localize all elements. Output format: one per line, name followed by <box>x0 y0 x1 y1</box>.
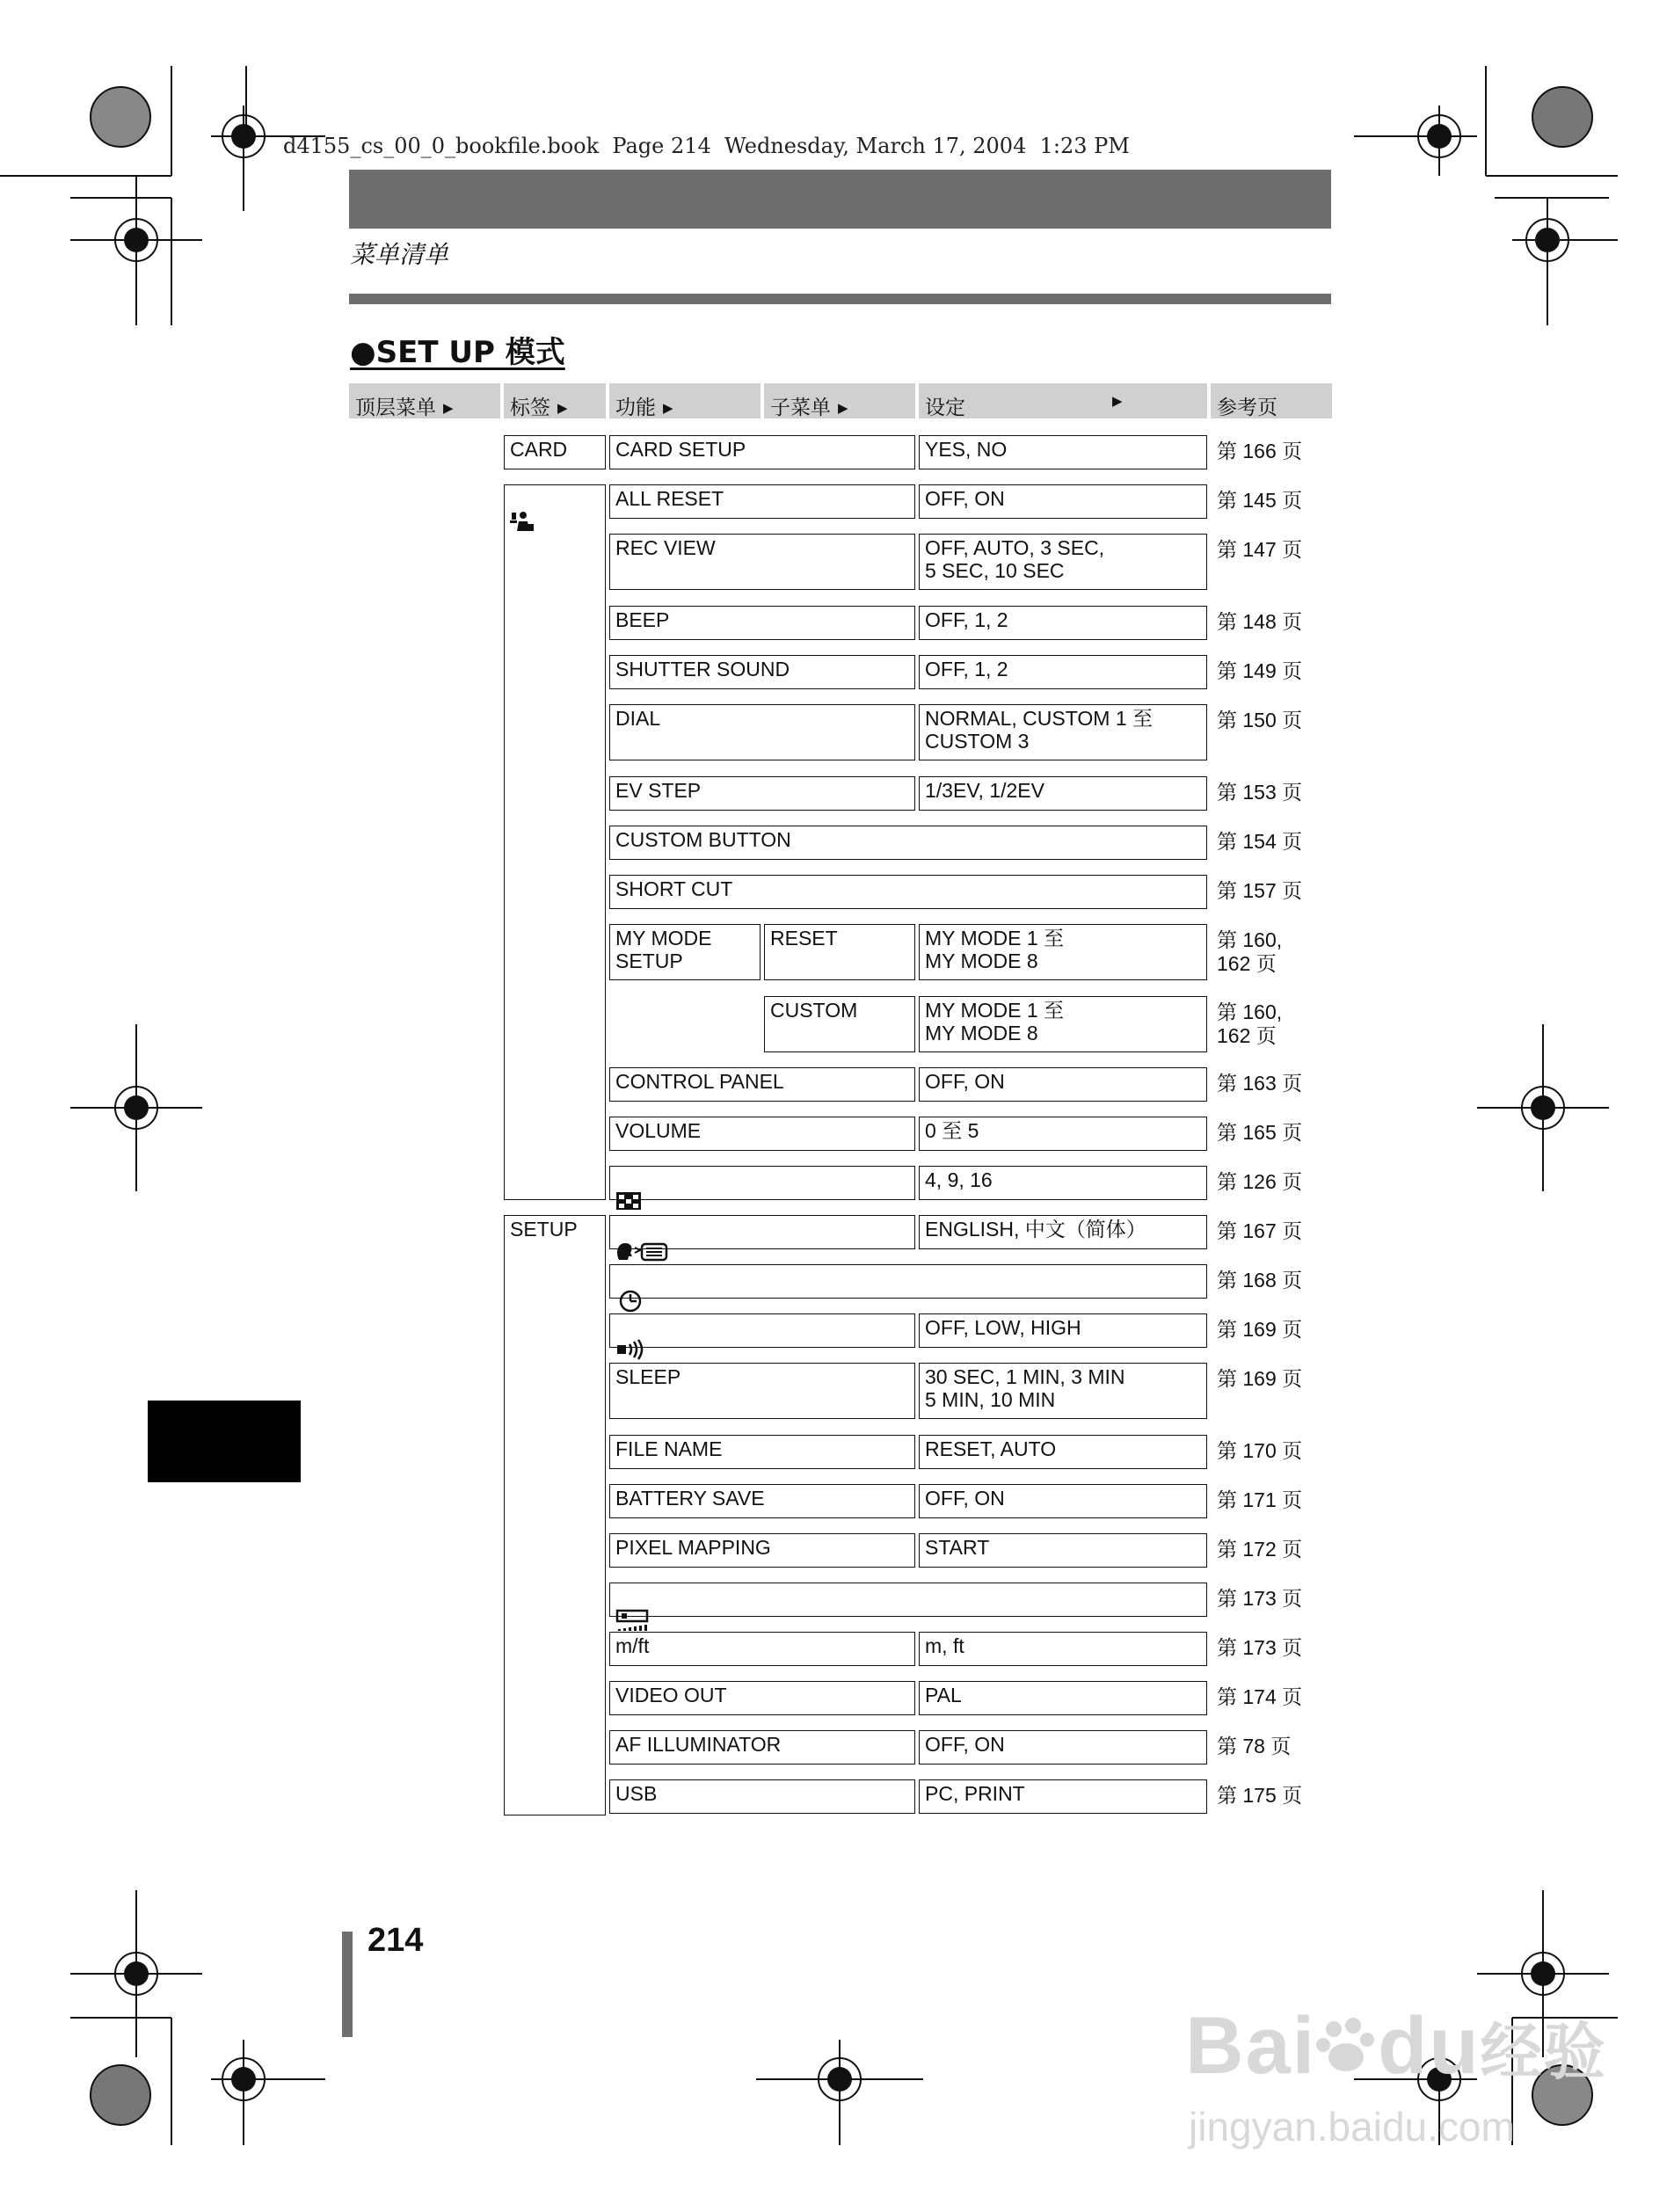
ref-page: 第 169 页 <box>1217 1318 1303 1341</box>
ref-page: 第 145 页 <box>1217 489 1303 512</box>
ref-page: 第 154 页 <box>1217 830 1303 853</box>
function-volume: VOLUME <box>609 1117 915 1151</box>
function-control-panel: CONTROL PANEL <box>609 1067 915 1102</box>
setting-volume: 0 至 5 <box>919 1117 1207 1151</box>
setting-dial: NORMAL, CUSTOM 1 至 CUSTOM 3 <box>919 704 1207 760</box>
triangle-right-icon: ▶ <box>838 400 848 416</box>
setting-pixel-mapping: START <box>919 1533 1207 1568</box>
submenu-custom: CUSTOM <box>764 996 915 1052</box>
triangle-right-icon: ▶ <box>557 400 568 416</box>
setting-language: ENGLISH, 中文（简体） <box>919 1215 1207 1249</box>
ref-page: 第 171 页 <box>1217 1488 1303 1511</box>
setting-all-reset: OFF, ON <box>919 484 1207 519</box>
ref-page: 第 168 页 <box>1217 1269 1303 1292</box>
function-short-cut: SHORT CUT <box>609 875 1207 909</box>
ref-page: 第 169 页 <box>1217 1367 1303 1390</box>
ref-page: 第 173 页 <box>1217 1636 1303 1659</box>
setting-speaker: OFF, LOW, HIGH <box>919 1313 1207 1348</box>
setting-ev-step: 1/3EV, 1/2EV <box>919 776 1207 811</box>
tab-camera-settings <box>504 484 606 1200</box>
watermark-url: jingyan.baidu.com <box>1189 2104 1515 2150</box>
setting-my-mode-reset: MY MODE 1 至 MY MODE 8 <box>919 924 1207 980</box>
function-usb: USB <box>609 1779 915 1814</box>
ref-page: 第 174 页 <box>1217 1685 1303 1708</box>
watermark-text: du <box>1378 2001 1481 2091</box>
header-band <box>349 170 1331 229</box>
camera-settings-icon <box>510 510 535 533</box>
page-number: 214 <box>368 1922 424 1959</box>
ref-page: 第 160, 162 页 <box>1217 928 1283 975</box>
function-all-reset: ALL RESET <box>609 484 915 519</box>
monitor-brightness-icon <box>615 1608 651 1633</box>
setting-usb: PC, PRINT <box>919 1779 1207 1814</box>
setting-beep: OFF, 1, 2 <box>919 606 1207 640</box>
setting-my-mode-custom: MY MODE 1 至 MY MODE 8 <box>919 996 1207 1052</box>
setting-af-illuminator: OFF, ON <box>919 1730 1207 1765</box>
print-job-header: d4155_cs_00_0_bookfile.book Page 214 Wednesday, March 17, 2004 1:23 PM <box>283 134 1130 158</box>
setting-control-panel: OFF, ON <box>919 1067 1207 1102</box>
submenu-reset: RESET <box>764 924 915 980</box>
col-top-menu-label: 顶层菜单 <box>355 397 436 419</box>
triangle-right-icon: ▶ <box>443 400 454 416</box>
page-number-bar <box>342 1932 353 2037</box>
ref-page: 第 163 页 <box>1217 1072 1303 1095</box>
paw-icon <box>1316 2017 1378 2078</box>
language-icon <box>615 1241 670 1263</box>
watermark-logo <box>1185 2000 1607 2092</box>
ref-page: 第 173 页 <box>1217 1587 1303 1610</box>
function-clock <box>609 1264 1207 1299</box>
function-speaker <box>609 1313 915 1348</box>
ref-page: 第 172 页 <box>1217 1538 1303 1561</box>
ref-page: 第 165 页 <box>1217 1121 1303 1144</box>
section-label: 菜单清单 <box>350 240 449 269</box>
function-language <box>609 1215 915 1249</box>
function-custom-button: CUSTOM BUTTON <box>609 826 1207 860</box>
ref-page: 第 166 页 <box>1217 440 1303 462</box>
function-ev-step: EV STEP <box>609 776 915 811</box>
function-unit: m/ft <box>609 1632 915 1666</box>
col-setting <box>919 383 1207 418</box>
function-af-illuminator: AF ILLUMINATOR <box>609 1730 915 1765</box>
col-ref-page: 参考页 <box>1211 383 1332 418</box>
function-file-name: FILE NAME <box>609 1435 915 1469</box>
watermark-text: 经验 <box>1480 2018 1607 2086</box>
function-beep: BEEP <box>609 606 915 640</box>
chapter-tab-marker <box>148 1401 301 1482</box>
clock-icon <box>615 1290 647 1313</box>
col-setting-label: 设定 <box>925 397 965 419</box>
ref-page: 第 157 页 <box>1217 879 1303 902</box>
ref-page: 第 160, 162 页 <box>1217 1000 1283 1047</box>
tab-setup: SETUP <box>504 1215 606 1815</box>
triangle-right-icon: ▶ <box>663 400 673 416</box>
setting-unit: m, ft <box>919 1632 1207 1666</box>
col-function-label: 功能 <box>615 397 656 419</box>
function-rec-view: REC VIEW <box>609 534 915 590</box>
col-tab <box>504 383 606 418</box>
ref-page: 第 147 页 <box>1217 538 1303 561</box>
setting-shutter-sound: OFF, 1, 2 <box>919 655 1207 689</box>
ref-page: 第 150 页 <box>1217 709 1303 731</box>
col-top-menu <box>349 383 500 418</box>
function-sleep: SLEEP <box>609 1363 915 1419</box>
function-my-mode-setup: MY MODE SETUP <box>609 924 761 980</box>
ref-page: 第 126 页 <box>1217 1170 1303 1193</box>
setting-file-name: RESET, AUTO <box>919 1435 1207 1469</box>
grid-pattern-icon <box>615 1191 642 1211</box>
function-video-out: VIDEO OUT <box>609 1681 915 1715</box>
col-tab-label: 标签 <box>510 397 550 419</box>
setting-card-setup: YES, NO <box>919 435 1207 469</box>
function-monitor-brightness <box>609 1583 1207 1617</box>
ref-page: 第 170 页 <box>1217 1439 1303 1462</box>
ref-page: 第 175 页 <box>1217 1784 1303 1807</box>
watermark-text: Bai <box>1185 2001 1317 2091</box>
ref-page: 第 167 页 <box>1217 1219 1303 1242</box>
setting-battery-save: OFF, ON <box>919 1484 1207 1518</box>
setting-grid: 4, 9, 16 <box>919 1166 1207 1200</box>
col-submenu <box>764 383 915 418</box>
section-divider <box>349 294 1331 304</box>
setting-rec-view: OFF, AUTO, 3 SEC, 5 SEC, 10 SEC <box>919 534 1207 590</box>
ref-page: 第 148 页 <box>1217 610 1303 633</box>
ref-page: 第 78 页 <box>1217 1735 1292 1757</box>
ref-page: 第 149 页 <box>1217 659 1303 682</box>
function-grid <box>609 1166 915 1200</box>
speaker-volume-icon <box>615 1339 647 1360</box>
setting-sleep: 30 SEC, 1 MIN, 3 MIN 5 MIN, 10 MIN <box>919 1363 1207 1419</box>
ref-page: 第 153 页 <box>1217 781 1303 804</box>
mode-title: ●SET UP 模式 <box>350 335 565 370</box>
function-battery-save: BATTERY SAVE <box>609 1484 915 1518</box>
function-card-setup: CARD SETUP <box>609 435 915 469</box>
function-pixel-mapping: PIXEL MAPPING <box>609 1533 915 1568</box>
tab-card: CARD <box>504 435 606 469</box>
function-dial: DIAL <box>609 704 915 760</box>
col-function <box>609 383 761 418</box>
function-shutter-sound: SHUTTER SOUND <box>609 655 915 689</box>
setting-video-out: PAL <box>919 1681 1207 1715</box>
triangle-right-icon: ▶ <box>1112 393 1123 409</box>
col-submenu-label: 子菜单 <box>770 397 831 419</box>
